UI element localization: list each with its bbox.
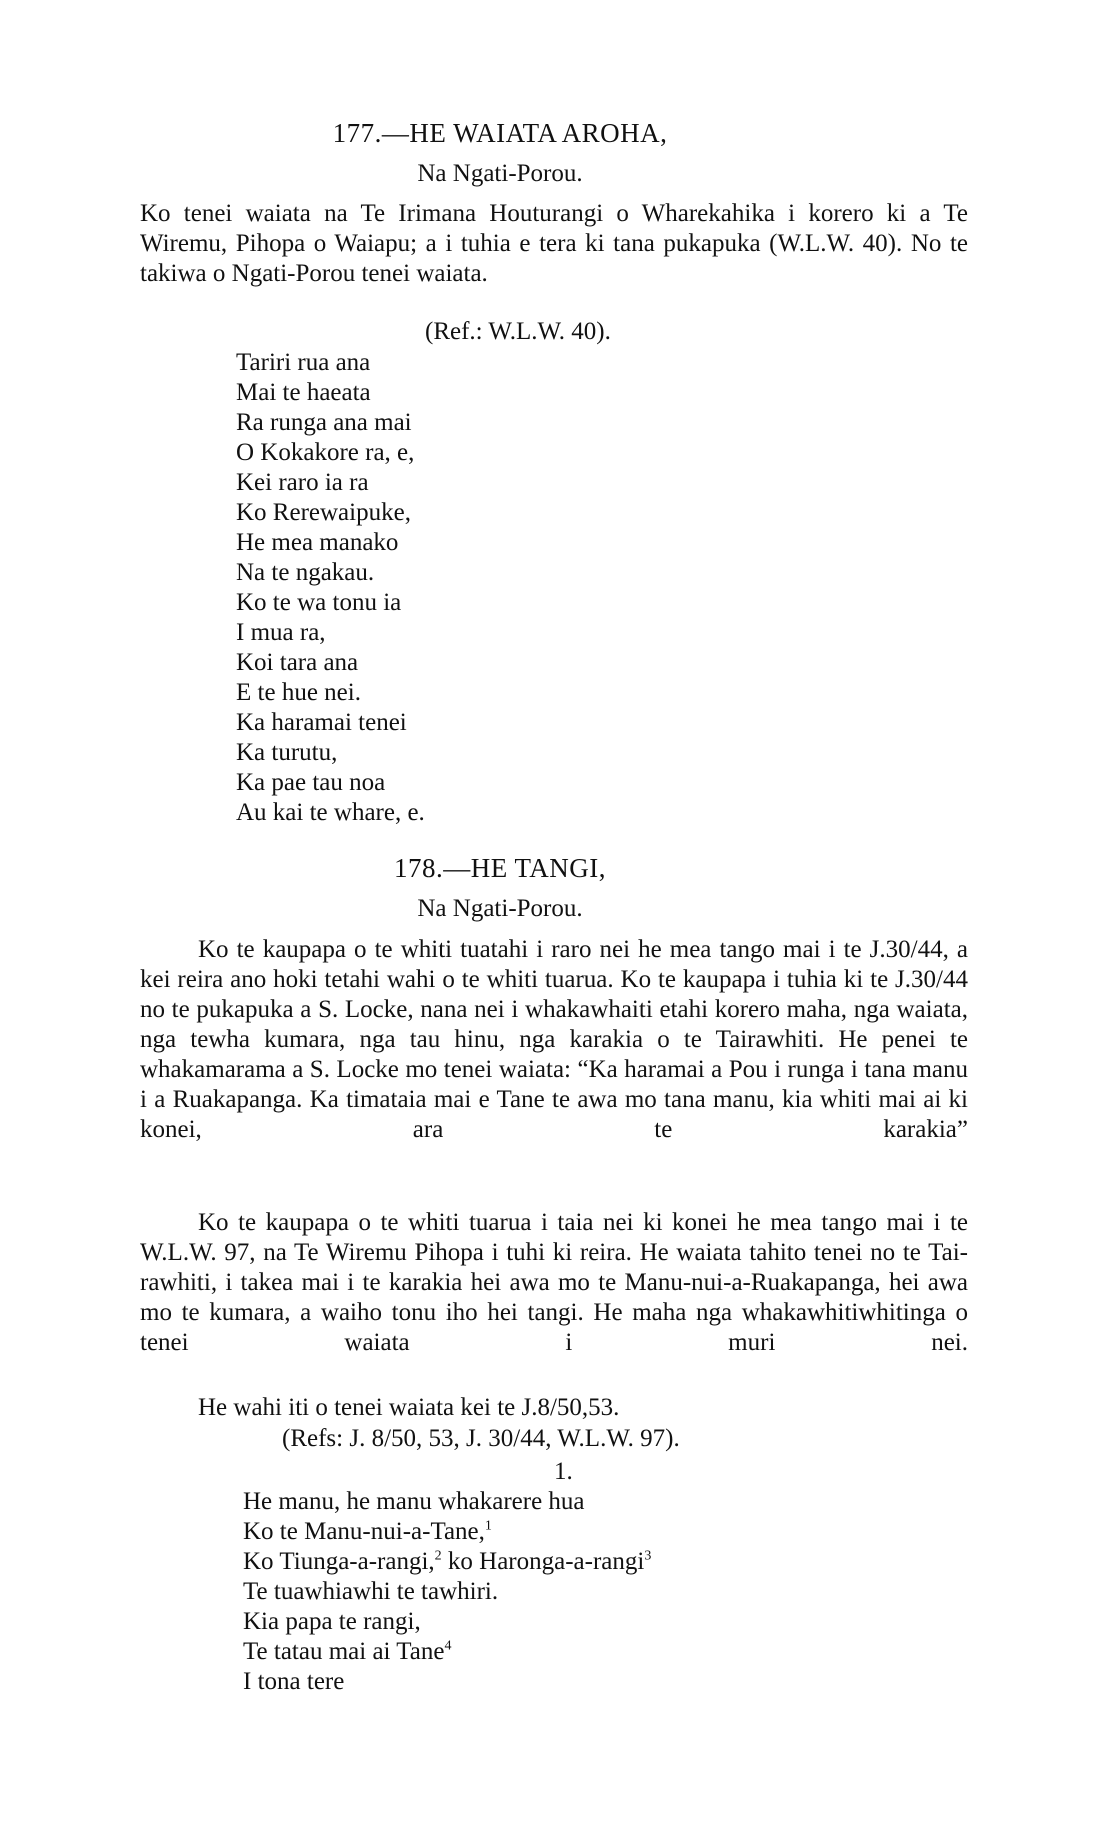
verse-line-text: He manu, he manu whakarere hua — [243, 1488, 585, 1515]
verse-line: Ko Rerewaipuke, — [236, 499, 411, 526]
footnote-marker: 4 — [444, 1638, 452, 1654]
verse-line-text: ko Haronga-a-rangi — [441, 1548, 645, 1575]
verse-line: He mea manako — [236, 529, 399, 556]
song-178-title: 178.—HE TANGI, — [393, 853, 607, 883]
footnote-marker: 1 — [484, 1518, 492, 1534]
verse-line-text: I tona tere — [243, 1668, 345, 1695]
verse-line — [243, 1577, 651, 1607]
song-177-intro: Ko tenei waiata na Te Irimana Houturangi o Wharekahika i korero ki a Te Wiremu, Pihopa o Waiapu; a i tuhia e tera ki tana pukapuka (W.L.W. 40). No te takiwa o Ngati-Porou tenei waiata. — [140, 200, 968, 287]
verse-line — [243, 1637, 651, 1667]
song-178-byline: Na Ngati-Porou. — [417, 895, 583, 922]
verse-line: Na te ngakau. — [236, 559, 375, 586]
song-177-ref: (Ref.: W.L.W. 40). — [425, 318, 611, 345]
verse-line — [243, 1547, 651, 1577]
song-178-paragraph-1: Ko te kaupapa o te whiti tuatahi i raro nei he mea tango mai i te J.30/44, a kei reira ano hoki tetahi wahi o te whiti tuarua. Ko te kaupapa i tuhia ki te J.30/44 no te pukapuka a S. Locke, nana nei i whakawhaiti etahi korero maha, nga waiata, nga tewha kumara, nga tau hinu, nga karakia o te Tairawhiti. He penei te whakamarama a S. Locke mo tenei waiata: “Ka haramai a Pou i runga i tana manu i a Ruakapanga. Ka timataia mai e Tane te awa mo tana manu, kia whiti mai ai ki konei, ara te karakia” — [140, 936, 968, 1143]
verse-line: Kei raro ia ra — [236, 469, 369, 496]
song-178-section-number: 1. — [554, 1458, 573, 1485]
footnote-marker: 3 — [644, 1548, 652, 1564]
verse-line — [243, 1667, 651, 1697]
song-178-paragraph-2: Ko te kaupapa o te whiti tuarua i taia nei ki konei he mea tango mai i te W.L.W. 97, na Te Wiremu Pihopa i tuhi ki reira. He waiata tahito tenei no te Tai-rawhiti, i takea mai i te karakia hei awa mo te Manu-nui-a-Ruakapanga, hei awa mo te kumara, a waiho tonu iho hei tangi. He maha nga whakawhitiwhitinga o tenei waiata i muri nei. — [140, 1209, 968, 1356]
song-177-title: 177.—HE WAIATA AROHA, — [332, 118, 668, 148]
verse-line: Koi tara ana — [236, 649, 359, 676]
verse-line — [243, 1607, 651, 1637]
song-178-paragraph-3: He wahi iti o tenei waiata kei te J.8/50,53. — [198, 1394, 620, 1421]
verse-line: Mai te haeata — [236, 379, 371, 406]
verse-line-text: Kia papa te rangi, — [243, 1608, 421, 1635]
verse-line-text: Ko te Manu-nui-a-Tane, — [243, 1518, 485, 1545]
verse-line-text: Te tuawhiawhi te tawhiri. — [243, 1578, 499, 1605]
footnote-marker: 2 — [434, 1548, 442, 1564]
song-178-refs: (Refs: J. 8/50, 53, J. 30/44, W.L.W. 97). — [282, 1425, 680, 1452]
verse-line: I mua ra, — [236, 619, 326, 646]
song-177-verse — [236, 348, 425, 828]
verse-line: Ka turutu, — [236, 739, 338, 766]
verse-line-text: Ko Tiunga-a-rangi, — [243, 1548, 435, 1575]
verse-line — [243, 1517, 651, 1547]
verse-line: E te hue nei. — [236, 679, 361, 706]
verse-line: Ka haramai tenei — [236, 709, 407, 736]
verse-line: Ka pae tau noa — [236, 769, 386, 796]
song-177-byline: Na Ngati-Porou. — [417, 160, 583, 187]
verse-line: Ko te wa tonu ia — [236, 589, 402, 616]
verse-line-text: Te tatau mai ai Tane — [243, 1638, 445, 1665]
verse-line: O Kokakore ra, e, — [236, 439, 415, 466]
song-178-verse — [243, 1487, 651, 1697]
verse-line: Au kai te whare, e. — [236, 799, 425, 826]
verse-line: Tariri rua ana — [236, 349, 371, 376]
verse-line: Ra runga ana mai — [236, 409, 412, 436]
verse-line — [243, 1487, 651, 1517]
